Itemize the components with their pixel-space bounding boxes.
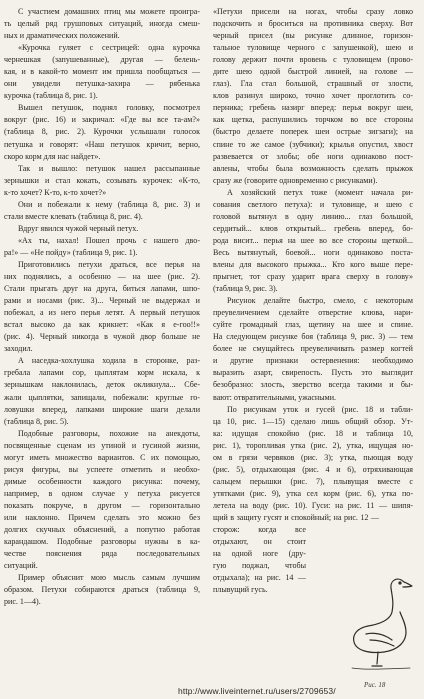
text-line: «Ах ты, нахал! Пошел прочь с нашего дво- <box>18 235 200 245</box>
text-line: (таблица 9, рис. 3). <box>213 284 278 294</box>
text-line: черный присел (вы рисунке длинное, горизон- <box>213 31 413 41</box>
text-line: утятками (рис. 9), утка сел корм (рис. 6), утка по- <box>213 488 413 498</box>
text-line: ца 10, рис. 1—15) сделаю лишь общий обзор. Ут- <box>213 416 413 426</box>
text-line: рис. 1—4). <box>4 597 41 607</box>
text-line: них поднялись, а особенно — на шее (рис. 2). <box>4 272 200 282</box>
text-line: (таблица 8, рис. 5). <box>4 416 69 426</box>
text-line: вают: отвратительными, ужасными. <box>213 392 337 402</box>
text-line: (рис. 4). Черный никогда в чужой двор больше не <box>4 332 200 342</box>
text-line: подскочить и броситься на противника сверху. Вот <box>213 19 413 29</box>
text-line: гребала лапами сор, цыплятам корм искала, к <box>4 368 200 378</box>
text-line: заходил. <box>4 344 33 354</box>
text-line: «Петухи присели на ногах, чтобы сразу ловко <box>213 7 413 16</box>
text-line: тальное туловище черного с запушенкой), шею и <box>213 43 413 53</box>
text-line: побежал, а из него перья летят. А первый петушок <box>4 308 200 318</box>
footer-url[interactable]: http://www.liveinternet.ru/users/2709653/ <box>178 686 336 696</box>
text-line: ных и драматических положений. <box>4 31 120 41</box>
text-line: Вдруг явился чужой черный петух. <box>18 223 139 233</box>
text-line: ра!» — «Не пойду» (таблица 9, рис. 1). <box>4 247 138 257</box>
figure-caption: Рис. 18 <box>364 681 386 689</box>
text-line: На следующем рисунке боя (таблица 9, рис. 3) — тем <box>213 332 413 342</box>
text-line: ситуаций. <box>4 561 38 571</box>
text-line: рами и носами (рис. 3)... Черный не выдержал и <box>4 296 200 306</box>
text-line: стали вместе клевать (таблица 8, рис. 4). <box>4 211 143 221</box>
text-line: скоро корм для нас найдет». <box>4 151 101 161</box>
text-line: «Курочка гуляет с сестрицей: одна курочка <box>18 43 200 53</box>
text-line: рода висит... перья на шее во все стороны щеткой... <box>213 235 413 245</box>
right-text-column <box>213 6 413 596</box>
text-line: отдыхают, он стоит <box>213 537 306 547</box>
text-line: или наклонно. Причем сделать это можно без <box>4 512 200 522</box>
text-line: преувеличением сделайте отверстие клюва, нари- <box>213 308 413 318</box>
text-line: головой вытянул в одну линию... глаз большой, <box>213 211 413 221</box>
text-line: сальцем перышки (рис. 7), плывущая вместе с <box>213 476 413 486</box>
text-line: суйте громадный глаз, щетину на шее и спине. <box>213 320 413 330</box>
text-line: Они и побежали к нему (таблица 8, рис. 3) и <box>18 199 200 209</box>
text-line: Так и вышло: петушок нашел рассыпанные <box>18 163 200 173</box>
text-line: (рис. 5), отдыхающая (рис. 4 и 6), отряхивающая <box>213 464 413 474</box>
text-line: могут иметь множество вариантов. С их помощью, <box>4 452 200 462</box>
text-line: Пример объяснит мою мысль самым лучшим <box>18 573 200 583</box>
text-line: По рисункам уток и гусей (рис. 18 и табли- <box>227 404 413 414</box>
text-line: на одной ноге (дру- <box>213 549 306 559</box>
text-line: Стали прыгать друг на друга, биться лапами, шпо- <box>4 284 200 294</box>
text-line: гую поджал, чтобы <box>213 561 306 571</box>
text-line: Весь вытянутый, боевой... ноги одинаково поста- <box>213 247 413 257</box>
text-line: образом. Петухи собираются драться (таблица 9, <box>4 585 200 595</box>
text-line: (таблица 8, рис. 2). Курочки услышали голосок <box>4 127 200 137</box>
text-line: Приготовились петухи драться, все перья на <box>18 259 200 269</box>
text-line: плывущий гусь. <box>213 585 268 595</box>
text-line: ть целый ряд грушповых ситуаций, иногда смеш- <box>4 19 200 29</box>
text-line: честве пояснения ряда последовательных <box>4 549 200 559</box>
text-line: ом в грязи червяков (рис. 3); утка, пьющая воду <box>213 452 413 462</box>
text-line: дите шею одной быстрой линией, на голове — <box>213 67 413 77</box>
text-line: показать покруче, в другом — горизонтально <box>4 500 200 510</box>
text-line: как щетка, распушились торчком во все стороны <box>213 115 413 125</box>
text-line: влены для высокого прыжка... Кто кого выше пере- <box>213 259 413 269</box>
text-line: рисуя фигуры, вы успеете отметить и необхо- <box>4 464 200 474</box>
text-line: А хозяйский петух тоже (момент начала ри- <box>227 187 413 197</box>
text-line: димые особенности каждого рисунка: почему, <box>4 476 200 486</box>
text-line: посвященные сценам из утиной и гусиной жизни, <box>4 440 200 450</box>
text-line: глаз). Гла стал большой, страшный от злости, <box>213 79 413 89</box>
text-line: Вышел петушок, поднял головку, посмотрел <box>18 103 200 113</box>
text-line: щий в защиту гусят и спокойный; на рис. 12 — <box>213 512 379 522</box>
text-line: А наседка-хохлушка ходила в сторонке, раз- <box>18 356 200 366</box>
text-line: карандашом. Подобные разговоры нужны в ка- <box>4 537 200 547</box>
text-line: вокруг (рис. 16) и закричал: «Где вы все та-ам?» <box>4 115 200 125</box>
text-line: жали цыплятки, запищали, побежали: круглые го- <box>4 392 200 402</box>
text-line: развевается от злобы; обе ноги одинаково пост- <box>213 151 413 161</box>
goose-sketch-icon <box>344 572 414 676</box>
text-line: авлены, чтобы была возможность сделать прыжок <box>213 163 413 173</box>
text-line: прыгнет, тот сразу ударит врага сверху в голову» <box>213 272 413 282</box>
text-line: С участием домашних птиц мы можете проигра- <box>18 7 200 16</box>
text-line: спине то же самое (зубчики); крылья опустил, хвост <box>213 139 413 149</box>
text-line: голову держит почти вровень с туловищем (прово- <box>213 55 413 65</box>
text-line: они увидели петушка-захира — рябенька <box>4 79 200 89</box>
text-line: кая, и в какой-то момент им пришла пообщаться — <box>4 67 200 77</box>
text-line: встал высоко да как крикнет: «Как я е-гоо!!» <box>4 320 200 330</box>
text-line: рис. 1), торопливая утка (рис. 2), утка, ищущая но- <box>213 440 413 450</box>
text-line: выразить азарт, свирепость. Пусть это выглядит <box>213 368 413 378</box>
text-line: ловушки вперед, лапками широкие шаги делали <box>4 404 200 414</box>
text-line: петушка и говорят: «Наш петушок кричит, верно, <box>4 139 200 149</box>
text-line: зернышки и стал кокать, созывать курочек: «К-то, <box>4 175 200 185</box>
text-line: и другие признаки остервенения: необходимо <box>213 356 413 366</box>
text-line: ка: идущая спокойно (рис. 18 и таблица 10, <box>213 428 413 438</box>
text-line: курочка (таблица 8, рис. 1). <box>4 91 98 101</box>
text-line: чернешкая (запушеванные), другая — белень- <box>4 55 200 65</box>
text-line: сердитый... клюв открытый... гребень вперед, бо- <box>213 223 413 233</box>
text-line: сразу же (говорите одновременно с рисунками). <box>213 175 378 185</box>
text-line: летела на воду (рис. 10). Гуси: на рис. 11 — шипя- <box>213 500 413 510</box>
goose-figure <box>344 572 414 676</box>
text-line: безобразно: злость, зверство всегда такими и бы- <box>213 380 413 390</box>
text-line: например, в одном случае у петуха рисуется <box>4 488 200 498</box>
text-line: отдыхала); на рис. 14 — <box>213 573 306 583</box>
text-line: сования светлого петуха): и туловище, и шею с <box>213 199 413 209</box>
text-line: зернышкам наклонилась, деток окликнула... Сбе- <box>4 380 200 390</box>
text-line: Рисунок делайте быстро, смело, с некоторым <box>227 296 413 306</box>
text-line: клов разинул широко, точно хочет проглотить со- <box>213 91 413 101</box>
text-line: долгих скучных объяснений, а попутно работая <box>4 525 200 535</box>
text-line: сторож: когда все <box>213 525 306 535</box>
text-line: к-то хочет? К-то, к-то хочет?» <box>4 187 107 197</box>
text-line: Подобные разговоры, похожие на анекдоты, <box>18 428 200 438</box>
text-line: более не смущайтесь преувеличивать размер когтей <box>213 344 413 354</box>
text-line: перника; гребень назирг вперед: перья вокруг шеи, <box>213 103 413 113</box>
text-line: (быстро делаете поперек шеи острые зигзаги); на <box>213 127 413 137</box>
left-text-column <box>4 6 200 608</box>
